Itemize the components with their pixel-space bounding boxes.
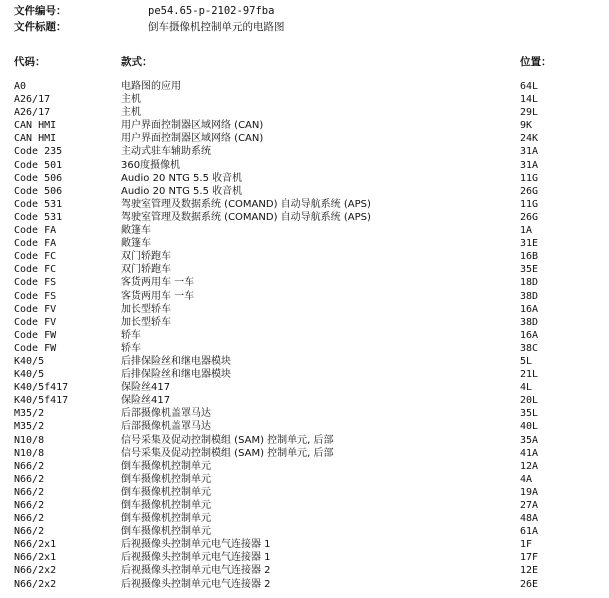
- table-row: [0, 276, 609, 289]
- row-position: 11G: [520, 198, 539, 210]
- row-position: 61A: [520, 526, 539, 538]
- table-row: [0, 316, 609, 329]
- row-position: 24K: [520, 133, 539, 145]
- row-position: 21L: [520, 369, 539, 381]
- row-code: Code 506: [14, 185, 63, 197]
- row-position: 38C: [520, 342, 539, 354]
- row-position: 18D: [520, 277, 539, 289]
- row-code: Code FS: [14, 290, 57, 302]
- row-model: 倒车摄像机控制单元: [121, 460, 211, 472]
- row-code: Code FV: [14, 316, 57, 328]
- doc-number-label: 文件编号：: [14, 5, 67, 17]
- row-model: 客货两用车 一车: [121, 290, 195, 302]
- row-code: N66/2x2: [14, 565, 57, 577]
- row-model: 后排保险丝和继电器模块: [121, 369, 231, 381]
- row-code: A26/17: [14, 107, 51, 119]
- row-position: 27A: [520, 500, 539, 511]
- row-position: 26G: [520, 185, 539, 197]
- table-row: [0, 434, 609, 447]
- row-model: 后视摄像头控制单元电气连接器 2: [121, 578, 271, 590]
- row-code: Code 501: [14, 159, 63, 171]
- table-row: [0, 551, 609, 564]
- row-code: N66/2: [14, 473, 45, 485]
- row-model: Audio 20 NTG 5.5 收音机: [121, 185, 243, 197]
- table-row: [0, 303, 609, 316]
- table-row: [0, 355, 609, 368]
- row-code: Code FV: [14, 303, 57, 315]
- table-row: [0, 237, 609, 250]
- row-position: 38D: [520, 316, 539, 328]
- row-model: 双门轿跑车: [121, 264, 171, 276]
- row-position: 14L: [520, 94, 539, 106]
- row-code: K40/5: [14, 369, 45, 381]
- row-model: 后视摄像头控制单元电气连接器 1: [121, 552, 271, 564]
- row-position: 4L: [520, 382, 533, 394]
- table-row: [0, 381, 609, 394]
- row-model: 主机: [121, 107, 141, 119]
- row-model: 加长型轿车: [121, 303, 171, 315]
- table-row: [0, 473, 609, 486]
- row-code: K40/5f417: [14, 382, 69, 394]
- table-row: [0, 263, 609, 276]
- table-row: [0, 290, 609, 303]
- table-row: [0, 512, 609, 525]
- row-position: 35L: [520, 408, 539, 420]
- table-row: [0, 499, 609, 512]
- table-row: [0, 185, 609, 198]
- row-model: 倒车摄像机控制单元: [121, 486, 211, 498]
- row-model: Audio 20 NTG 5.5 收音机: [121, 172, 243, 184]
- row-position: 31A: [520, 159, 539, 171]
- table-row: [0, 525, 609, 538]
- row-model: 倒车摄像机控制单元: [121, 526, 211, 538]
- row-model: 保险丝417: [121, 382, 171, 394]
- table-row: [0, 172, 609, 185]
- row-position: 35E: [520, 264, 539, 276]
- row-position: 16B: [520, 251, 539, 263]
- row-code: Code 531: [14, 198, 63, 210]
- row-code: N66/2x2: [14, 578, 57, 590]
- row-position: 31A: [520, 146, 539, 158]
- row-code: N66/2x1: [14, 552, 57, 564]
- row-code: A26/17: [14, 94, 51, 106]
- row-code: Code FC: [14, 251, 57, 263]
- table-row: [0, 368, 609, 381]
- component-table: [0, 80, 609, 591]
- table-row: [0, 93, 609, 106]
- table-row: [0, 80, 609, 93]
- table-row: [0, 564, 609, 577]
- row-model: 敞篷车: [121, 225, 151, 237]
- doc-number-value: pe54.65-p-2102-97fba: [148, 5, 275, 17]
- row-model: 保险丝417: [121, 395, 171, 407]
- table-row: [0, 460, 609, 473]
- row-model: 客货两用车 一车: [121, 277, 195, 289]
- row-code: N66/2: [14, 486, 45, 498]
- row-code: CAN HMI: [14, 120, 57, 132]
- row-code: M35/2: [14, 408, 45, 420]
- row-code: CAN HMI: [14, 133, 57, 145]
- row-code: Code FW: [14, 329, 57, 341]
- table-row: [0, 407, 609, 420]
- table-row: [0, 342, 609, 355]
- row-position: 41A: [520, 447, 539, 459]
- row-model: 加长型轿车: [121, 316, 171, 328]
- row-position: 26G: [520, 211, 539, 223]
- row-model: 倒车摄像机控制单元: [121, 513, 211, 525]
- table-row: [0, 538, 609, 551]
- row-model: 信号采集及促动控制模组 (SAM) 控制单元, 后部: [121, 447, 334, 459]
- table-row: [0, 145, 609, 158]
- row-model: 驾驶室管理及数据系统 (COMAND) 自动导航系统 (APS): [121, 211, 371, 223]
- column-header-model: 款式：: [121, 56, 153, 68]
- row-position: 31E: [520, 238, 539, 250]
- table-row: [0, 119, 609, 132]
- row-code: N66/2: [14, 460, 45, 472]
- row-model: 主动式驻车辅助系统: [121, 146, 211, 158]
- row-model: 电路图的应用: [121, 81, 181, 92]
- column-header-code: 代码：: [14, 56, 46, 68]
- row-model: 倒车摄像机控制单元: [121, 473, 211, 485]
- row-position: 11G: [520, 172, 539, 184]
- row-position: 17F: [520, 552, 539, 564]
- row-code: Code FS: [14, 277, 57, 289]
- row-model: 后部摄像机盖罩马达: [121, 421, 211, 433]
- table-row: [0, 211, 609, 224]
- table-row: [0, 132, 609, 145]
- row-code: Code FC: [14, 264, 57, 276]
- row-position: 16A: [520, 329, 539, 341]
- row-position: 1F: [520, 539, 533, 551]
- row-model: 驾驶室管理及数据系统 (COMAND) 自动导航系统 (APS): [121, 198, 371, 210]
- table-row: [0, 329, 609, 342]
- table-row: [0, 106, 609, 119]
- row-code: N10/8: [14, 447, 45, 459]
- row-code: N66/2: [14, 500, 45, 511]
- row-code: K40/5: [14, 355, 45, 367]
- table-row: [0, 447, 609, 460]
- table-row: [0, 578, 609, 591]
- row-position: 1A: [520, 225, 533, 237]
- row-code: M35/2: [14, 421, 45, 433]
- row-model: 后视摄像头控制单元电气连接器 2: [121, 565, 271, 577]
- row-position: 12E: [520, 565, 539, 577]
- row-code: N66/2x1: [14, 539, 57, 551]
- row-position: 16A: [520, 303, 539, 315]
- row-code: N66/2: [14, 526, 45, 538]
- row-model: 信号采集及促动控制模组 (SAM) 控制单元, 后部: [121, 434, 334, 446]
- row-position: 40L: [520, 421, 539, 433]
- row-position: 19A: [520, 486, 539, 498]
- table-row: [0, 224, 609, 237]
- row-code: Code 506: [14, 172, 63, 184]
- row-code: K40/5f417: [14, 395, 69, 407]
- row-model: 双门轿跑车: [121, 251, 171, 263]
- row-code: Code 235: [14, 146, 63, 158]
- doc-title-label: 文件标题：: [14, 21, 67, 33]
- row-model: 主机: [121, 94, 141, 106]
- row-position: 26E: [520, 578, 539, 590]
- row-position: 5L: [520, 355, 533, 367]
- row-position: 64L: [520, 81, 539, 92]
- row-position: 29L: [520, 107, 539, 119]
- row-model: 倒车摄像机控制单元: [121, 500, 211, 511]
- row-code: A0: [14, 81, 27, 92]
- row-model: 轿车: [121, 329, 141, 341]
- table-row: [0, 420, 609, 433]
- table-row: [0, 250, 609, 263]
- row-code: Code FW: [14, 342, 57, 354]
- row-model: 用户界面控制器区域网络 (CAN): [121, 133, 264, 145]
- row-position: 48A: [520, 513, 539, 525]
- row-code: N10/8: [14, 434, 45, 446]
- row-code: Code FA: [14, 225, 57, 237]
- row-code: Code FA: [14, 238, 57, 250]
- row-position: 35A: [520, 434, 539, 446]
- row-model: 敞篷车: [121, 238, 151, 250]
- row-position: 9K: [520, 120, 533, 132]
- row-model: 360度摄像机: [121, 159, 181, 171]
- doc-title-value: 倒车摄像机控制单元的电路图: [148, 21, 285, 33]
- table-row: [0, 486, 609, 499]
- row-code: N66/2: [14, 513, 45, 525]
- row-position: 4A: [520, 473, 533, 485]
- row-model: 用户界面控制器区域网络 (CAN): [121, 120, 264, 132]
- table-row: [0, 394, 609, 407]
- row-position: 12A: [520, 460, 539, 472]
- table-row: [0, 198, 609, 211]
- row-model: 轿车: [121, 342, 141, 354]
- row-model: 后视摄像头控制单元电气连接器 1: [121, 539, 271, 551]
- table-row: [0, 159, 609, 172]
- column-header-position: 位置：: [520, 56, 552, 68]
- row-model: 后部摄像机盖罩马达: [121, 408, 211, 420]
- row-position: 20L: [520, 395, 539, 407]
- row-position: 38D: [520, 290, 539, 302]
- row-code: Code 531: [14, 211, 63, 223]
- row-model: 后排保险丝和继电器模块: [121, 355, 231, 367]
